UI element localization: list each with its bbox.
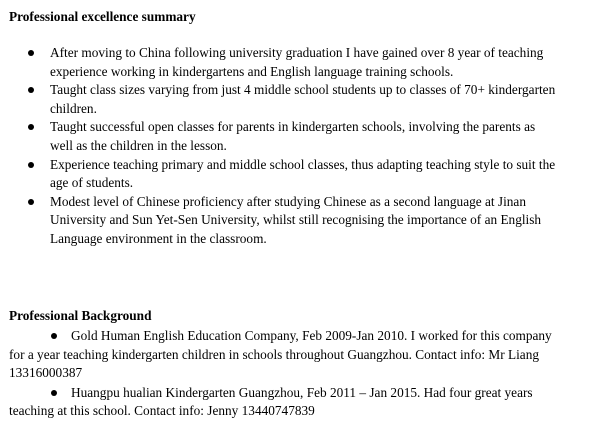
summary-item [0,118,560,155]
bullet-icon [51,390,57,396]
bullet-icon [51,333,57,339]
summary-item [0,81,560,118]
summary-item-text: Taught successful open classes for parents in kindergarten schools, involving the parents as well as the children in the lesson. [50,119,536,153]
summary-item-text: Modest level of Chinese proficiency after studying Chinese as a second language at Jinan University and Sun Yet-Sen University, whilst still recognising the importance of an English Language environment in the classroom. [50,193,542,246]
bullet-icon [28,87,34,93]
summary-item-text: Taught class sizes varying from just 4 middle school students up to classes of 70+ kindergarten children. [50,82,556,116]
background-list [9,327,564,422]
summary-list [0,44,560,249]
bullet-icon [28,50,34,56]
bullet-icon [28,199,34,205]
background-item [9,384,564,421]
background-item [9,327,564,383]
bullet-icon [28,162,34,168]
background-item-text: Huangpu hualian Kindergarten Guangzhou, Feb 2011 – Jan 2015. Had four great years teaching at this school. Contact info: Jenny 13440747839 [9,384,533,419]
summary-item [0,193,560,249]
summary-heading: Professional excellence summary [9,9,196,24]
background-heading: Professional Background [9,308,152,323]
bullet-icon [28,124,34,130]
background-item-text: Gold Human English Education Company, Feb 2009-Jan 2010. I worked for this company for a year teaching kindergarten children in schools throughout Guangzhou. Contact info: Mr Liang 13316000387 [9,328,552,381]
summary-item-text: After moving to China following university graduation I have gained over 8 year of teaching experience working in kindergartens and English language training schools. [50,45,544,79]
summary-item [0,156,560,193]
summary-item-text: Experience teaching primary and middle school classes, thus adapting teaching style to suit the age of students. [50,156,556,191]
summary-item [0,44,560,81]
